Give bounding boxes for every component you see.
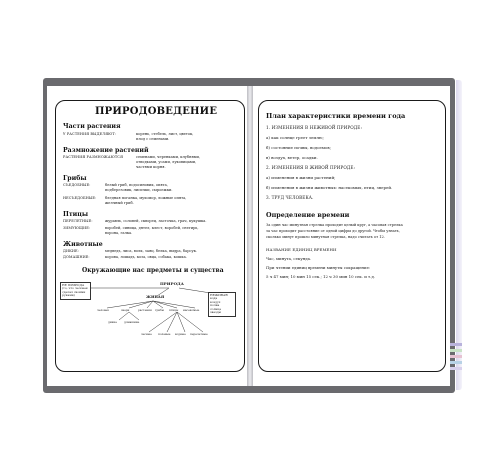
section-text: корова, лошадь, коза, овца, собака, кошка. bbox=[105, 255, 187, 259]
section-text: бледная поганка, мухомор, ложные опята, bbox=[105, 196, 187, 200]
group-label: человек bbox=[97, 308, 109, 312]
sub-group-label: домашние bbox=[124, 320, 140, 324]
units-heading: НАЗВАНИЕ ЕДИНИЦ ВРЕМЕНИ bbox=[266, 247, 337, 252]
alive-nature-label: ЖИВАЯ bbox=[146, 294, 165, 299]
plan-item: в) воздух, ветер, осадки. bbox=[266, 155, 318, 160]
reading-example: 5 ч 47 мин; 10 мин 15 сек.; 12 ч 30 мин 10 сек. и т.д. bbox=[266, 274, 376, 279]
section-heading: Птицы bbox=[63, 211, 89, 218]
plan-item: 1. ИЗМЕНЕНИЯ В НЕЖИВОЙ ПРИРОДЕ: bbox=[266, 125, 362, 130]
section-label: ДИКИЕ: bbox=[63, 249, 79, 253]
group-label: насекомые bbox=[183, 308, 200, 312]
section-text: семенами, черенками, клубнями, bbox=[136, 155, 201, 159]
plan-item: а) изменения в жизни растений; bbox=[266, 175, 336, 180]
section-text: отводками, усами, луковицами, bbox=[136, 160, 197, 164]
bottom-label: перелетные bbox=[190, 332, 208, 336]
group-label: птицы bbox=[169, 308, 179, 312]
cover-stripe bbox=[448, 367, 462, 370]
not-nature-box: НЕ ПРИРОДА (то, что человек сделал своими руками) bbox=[60, 282, 91, 300]
reading-line: При чтении единиц времени минуты сокращение: bbox=[266, 265, 371, 270]
section-label: РАСТЕНИЯ РАЗМНОЖАЮТСЯ bbox=[63, 155, 124, 159]
section-heading: Грибы bbox=[63, 175, 87, 182]
bottom-label: полевые bbox=[158, 332, 171, 336]
nature-study-title: ПРИРОДОВЕДЕНИЕ bbox=[95, 106, 218, 117]
diagram-title: Окружающие нас предметы и существа bbox=[82, 267, 224, 274]
group-label: растения bbox=[138, 308, 152, 312]
section-text: подберезовик, лисички, сыроежки. bbox=[105, 188, 173, 192]
section-text: белый гриб, подосиновик, опята, bbox=[105, 183, 168, 187]
plan-item: а) как солнце греет землю; bbox=[266, 135, 324, 140]
section-text: медведь, лиса, волк, заяц, белка, выдра, барсук. bbox=[105, 249, 198, 253]
nonliving-box: НЕЖИВАЯ вода воздух почва солнце звезды bbox=[208, 292, 236, 317]
section-heading: Части растения bbox=[63, 123, 121, 130]
cover-stripe bbox=[448, 355, 462, 358]
group-label: грибы bbox=[155, 308, 165, 312]
time-text: за час проходит расстояние от одной цифры до другой. Чтобы узнать, bbox=[266, 229, 400, 233]
plan-item: б) состояние почвы, водоемов; bbox=[266, 145, 331, 150]
section-text: плод с семенами. bbox=[136, 137, 170, 141]
section-text: частями корня. bbox=[136, 165, 166, 169]
section-label: СЪЕДОБНЫЕ: bbox=[63, 183, 91, 187]
cover-stripe bbox=[448, 361, 462, 364]
section-label: ЗИМУЮЩИЕ: bbox=[63, 226, 91, 230]
notebook-gutter bbox=[247, 86, 253, 386]
plan-item: 2. ИЗМЕНЕНИЯ В ЖИВОЙ ПРИРОДЕ: bbox=[266, 165, 356, 170]
section-text: желчный гриб. bbox=[105, 201, 134, 205]
plan-item: 3. ТРУД ЧЕЛОВЕКА. bbox=[266, 195, 314, 200]
section-label: ДОМАШНИЕ: bbox=[63, 255, 90, 259]
time-text: сколько минут прошло минутная стрелка, надо считать от 12. bbox=[266, 235, 385, 239]
section-text: воробей, синица, дятел, клест, воробей, снегирь, bbox=[105, 226, 199, 230]
sub-group-label: дикие bbox=[108, 320, 117, 324]
time-heading: Определение времени bbox=[266, 211, 350, 219]
cover-stripe bbox=[448, 349, 462, 352]
season-plan-title: План характеристики времени года bbox=[266, 112, 406, 120]
section-text: корень, стебель, лист, цветок, bbox=[136, 132, 194, 136]
units-text: Час, минута, секунда. bbox=[266, 256, 312, 261]
section-text: ворона, галка. bbox=[105, 231, 133, 235]
nature-label: ПРИРОДА bbox=[160, 281, 184, 286]
time-text: За один час минутная стрелка проходит целый круг, а часовая стрелка bbox=[266, 223, 403, 227]
section-label: У РАСТЕНИЯ ВЫДЕЛЯЮТ: bbox=[63, 132, 117, 136]
section-label: НЕСЪЕДОБНЫЕ: bbox=[63, 196, 97, 200]
section-heading: Животные bbox=[63, 241, 103, 248]
section-heading: Размножение растений bbox=[63, 147, 149, 154]
group-label: звери bbox=[121, 308, 130, 312]
bottom-label: лесные bbox=[141, 332, 152, 336]
section-label: ПЕРЕЛЕТНЫЕ: bbox=[63, 219, 93, 223]
cover-stripe bbox=[448, 343, 462, 346]
bottom-label: водные bbox=[175, 332, 186, 336]
plan-item: б) изменения в жизни животных: насекомых, птиц, зверей. bbox=[266, 185, 393, 190]
section-text: журавль, соловей, скворец, ласточка, грач, кукушка. bbox=[105, 219, 207, 223]
